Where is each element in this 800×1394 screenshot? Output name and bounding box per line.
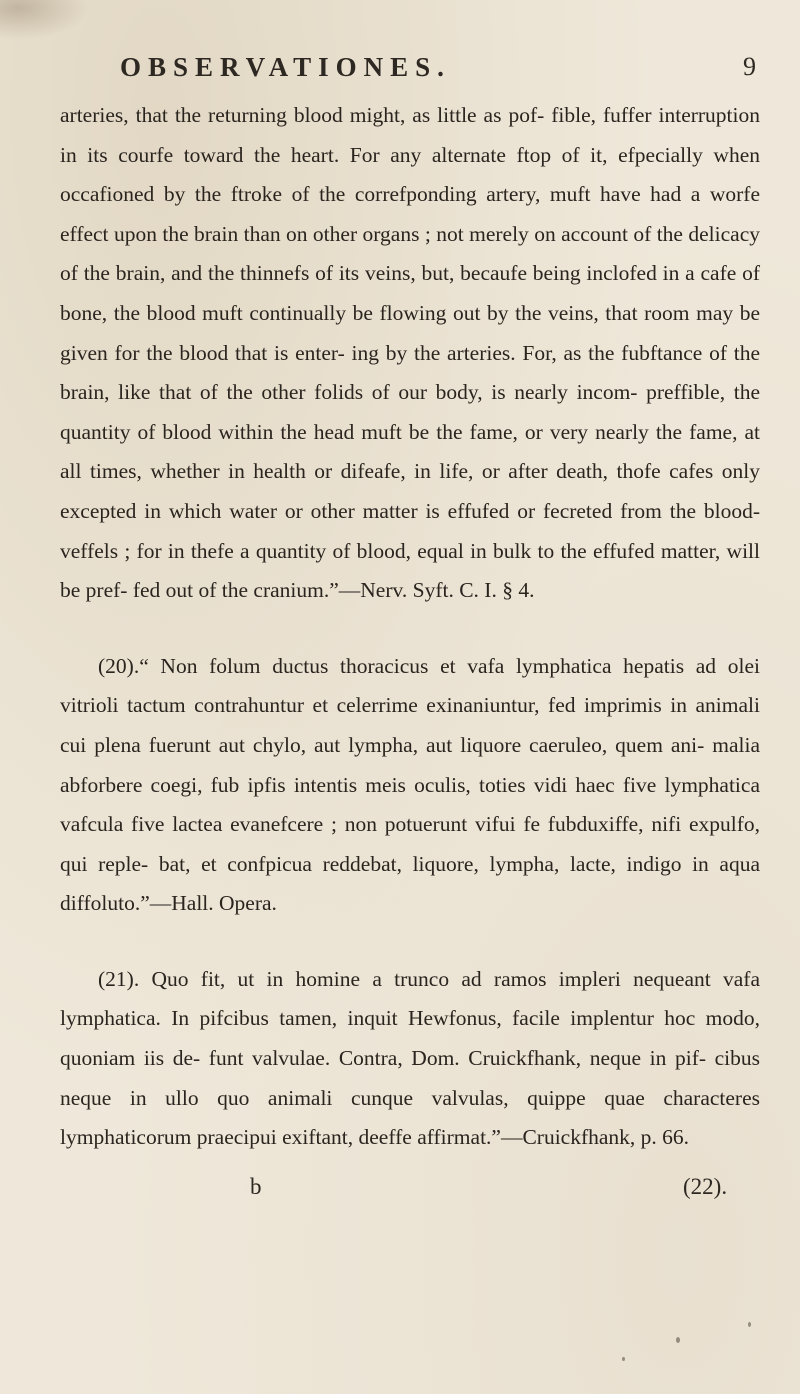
- catchword: (22).: [683, 1174, 728, 1199]
- body-text: [60, 96, 760, 1194]
- paragraph-note-20: (20).“ Non folum ductus thoracicus et vafa lymphatica hepatis ad olei vitrioli tactum contrahuntur et celerrime exinaniuntur, fed imprimis in animali cui plena fuerunt aut chylo, aut lympha, aut liquore caeruleo, quem ani- malia abforbere coegi, fub ipfis intentis meis oculis, toties vidi haec five lymphatica vafcula five lactea evanefcere ; non potuerunt vifui fe fubduxiffe, nifi expulfo, qui reple- bat, et confpicua reddebat, liquore, lympha, lacte, indigo in aqua diffoluto.”—Hall. Opera.: [60, 653, 760, 916]
- signature-mark: b: [250, 1174, 262, 1199]
- ink-speck: [622, 1357, 625, 1361]
- paragraph-main: arteries, that the returning blood might, as little as pof- fible, fuffer interruption in its courfe toward the heart. For any alternate ftop of it, efpecially when occafioned by the ftroke of the correfponding artery, muft have had a worfe effect upon the brain than on other organs ; not merely on account of the delicacy of the brain, and the thinnefs of its veins, but, becaufe being inclofed in a cafe of bone, the blood muft continually be flowing out by the veins, that room may be given for the blood that is enter- ing by the arteries. For, as the fubftance of the brain, like that of the other folids of our body, is nearly incom- preffible, the quantity of blood within the head muft be the fame, or very nearly the fame, at all times, whether in health or difeafe, in life, or after death, thofe cafes only excepted in which water or other matter is effufed or fecreted from the blood-veffels ; for in thefe a quantity of blood, equal in bulk to the effufed matter, will be pref- fed out of the cranium.”—Nerv. Syft. C. I. § 4.: [60, 103, 760, 603]
- ink-speck: [676, 1337, 680, 1343]
- paragraph-note-21: (21). Quo fit, ut in homine a trunco ad ramos impleri nequeant vafa lymphatica. In pifcibus tamen, inquit Hewfonus, facile implentur hoc modo, quoniam iis de- funt valvulae. Contra, Dom. Cruickfhank, neque in pif- cibus neque in ullo quo animali cunque valvulas, quippe quae characteres lymphaticorum praecipui exiftant, deeffe affirmat.”—Cruickfhank, p. 66.: [60, 966, 760, 1150]
- running-title: OBSERVATIONES.: [120, 52, 451, 82]
- paper-stain: [0, 0, 90, 40]
- page-number: 9: [743, 52, 756, 81]
- ink-speck: [748, 1322, 751, 1327]
